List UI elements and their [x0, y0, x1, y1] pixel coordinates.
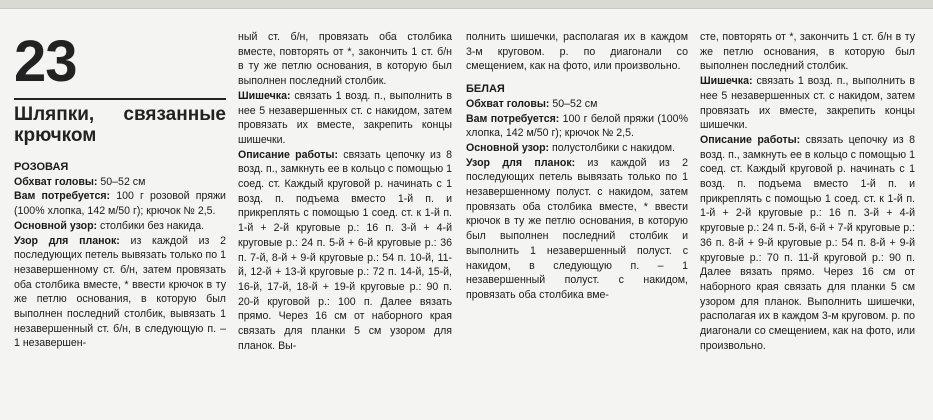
head-size-paragraph: Обхват головы: 50–52 см — [466, 97, 598, 110]
column-3 — [466, 30, 688, 303]
continued-paragraph: ный ст. б/н, провязать оба столбика вместе, повторять от *, закончить 1 ст. б/н в ту же петлю основания, в которую был выполнен последний столбик. — [238, 31, 452, 88]
work-description-paragraph: Описание работы: связать цепочку из 8 возд. п., замкнуть ее в кольцо с помощью 1 соед. ст. Каждый круговой р. начинать с 1 возд. п. подъема вместо 1-й п. и прикреплять с помощью 1 соед. ст. к 1-й п. 1-й + 2-й круговые р.: 16 п. 3-й + 4-й круговые р.: 24 п. 5-й + 6-й круговые р.: 36 п. 7-й, 8-й + 9-й круговые р.: 54 п. 10-й, 11-й, 12-й + 13-й круговые р.: 72 п. 14-й, 15-й, 16-й, 17-й, 18-й + 19-й круговые р.: 90 п. 20-й круговой р.: 100 п. Далее вязать прямо. Через 16 см от наборного края связать для планки 5 см узором для планок. Вы- — [238, 148, 452, 352]
cone-paragraph: Шишечка: связать 1 возд. п., выполнить в нее 5 незавершенных ст. с накидом, затем провязать их вместе, закрепить концы шишечки. — [700, 75, 915, 132]
strip-pattern-paragraph: Узор для планок: из каждой из 2 последующих петель вывязать только по 1 незавершенному полуст. с накидом, затем провязать оба столбика вместе, * ввести крючок в ту же петлю основания, в которую был выполнен последний столбик и выполнить 1 незавершенный полуст. с накидом, в следующую п. – 1 незавершенный полуст. с накидом, провязать оба столбика вме- — [466, 156, 688, 301]
column-2 — [238, 30, 452, 353]
section-pink-heading: РОЗОВАЯ — [14, 161, 69, 173]
column-1 — [14, 10, 226, 351]
continued-paragraph: полнить шишечки, располагая их в каждом 3-м круговом. р. по диагонали со смещением, как на фото, или произвольно. — [466, 31, 688, 73]
title-rule — [14, 98, 226, 100]
main-pattern-paragraph: Основной узор: столбики без накида. — [14, 219, 205, 232]
page-title: Шляпки, связанные крючком — [14, 104, 226, 146]
main-pattern-paragraph: Основной узор: полустолбики с накидом. — [466, 141, 675, 154]
cone-paragraph: Шишечка: связать 1 возд. п., выполнить в нее 5 незавершенных ст. с накидом, затем провязать их вместе, закрепить концы шишечки. — [238, 89, 452, 146]
materials-paragraph: Вам потребуется: 100 г белой пряжи (100% хлопка, 142 м/50 г); крючок № 2,5. — [466, 112, 688, 140]
strip-pattern-paragraph: Узор для планок: из каждой из 2 последующих петель вывязать только по 1 незавершенному ст. б/н, затем провязать оба столбика вместе, * ввести крючок в ту же петлю основания, в которую был выполнен последний столбик, вывязать 1 незавершенный ст. б/н, в следующую п. – 1 незавершен- — [14, 234, 226, 350]
materials-paragraph: Вам потребуется: 100 г розовой пряжи (100% хлопка, 142 м/50 г); крючок № 2,5. — [14, 190, 226, 218]
work-description-paragraph: Описание работы: связать цепочку из 8 возд. п., замкнуть ее в кольцо с помощью 1 соед. ст. Каждый круговой р. начинать с 1 возд. п. подъема вместо 1-й п. и прикреплять с помощью 1 соед. ст. к 1-й п. 1-й + 2-й круговые р.: 16 п. 3-й + 4-й круговые р.: 24 п. 5-й, 6-й + 7-й круговые р.: 36 п. 8-й + 9-й круговые р.: 54 п. 8-й + 9-й круговые р.: 70 п. 11-й круговой р.: 90 п. Далее вязать прямо. Через 16 см от наборного края связать для планки 5 см узором для планок. Выполнить шишечки, располагая их в каждом 3-м круговом. р. по диагонали со смещением, как на фото, или произвольно. — [700, 133, 915, 352]
continued-paragraph: сте, повторять от *, закончить 1 ст. б/н в ту же петлю основания, в которую был выполнен последний столбик. — [700, 31, 915, 73]
column-4 — [700, 30, 915, 353]
section-white-heading: БЕЛАЯ — [466, 83, 505, 96]
head-size-paragraph: Обхват головы: 50–52 см — [14, 175, 146, 188]
page-top-border — [0, 0, 933, 9]
pattern-number: 23 — [14, 29, 77, 94]
